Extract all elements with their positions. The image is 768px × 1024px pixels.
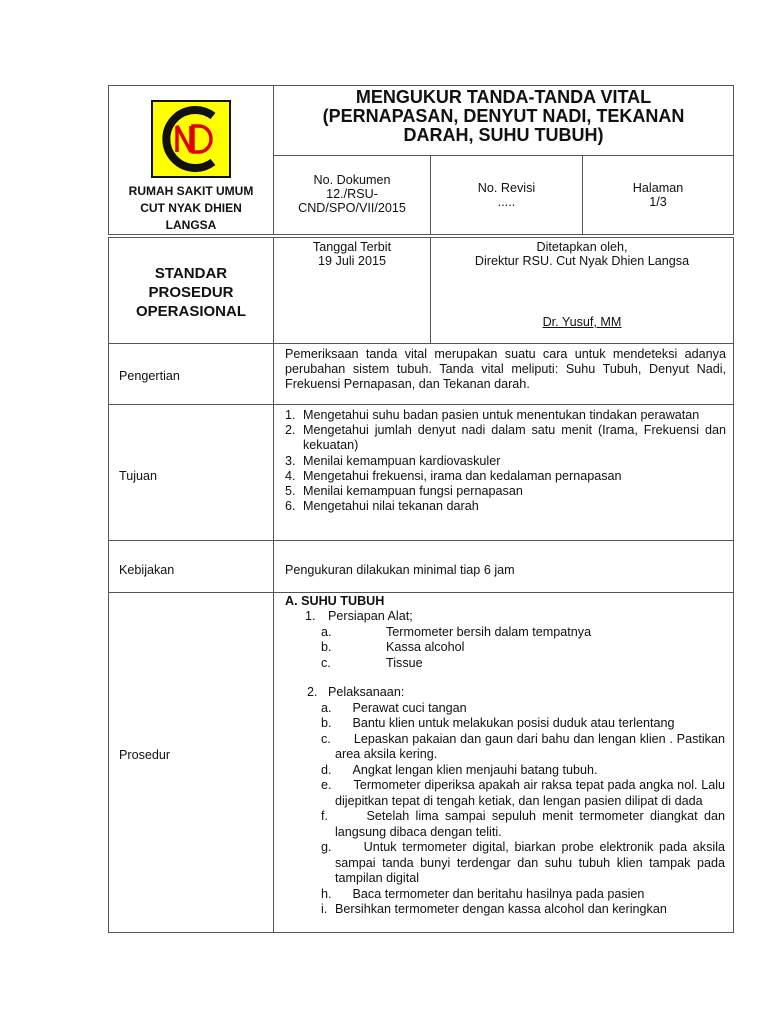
list-item: 5. Menilai kemampuan fungsi pernapasan [285, 484, 523, 499]
item-text: Termometer diperiksa apakah air raksa tepat pada angka nol. Lalu dijepitkan tepat di tengah ketiak, dan lengan pasien dilipat di dada [335, 778, 726, 808]
list-item: a. Perawat cuci tangan [321, 700, 467, 715]
list-item: b. Bantu klien untuk melakukan posisi duduk atau terlentang [321, 716, 675, 730]
document-number-value: 12./RSU- [326, 187, 378, 201]
tujuan-label-cell [108, 404, 274, 541]
list-item: h. Baca termometer dan beritahu hasilnya pada pasien [321, 886, 645, 901]
list-item: c. Lepaskan pakaian dan gaun dari bahu dan lengan klien . Pastikan area aksila kering. [321, 731, 725, 761]
title-line: DARAH, SUHU TUBUH) [403, 125, 604, 145]
item-text: Mengetahui frekuensi, irama dan kedalaman pernapasan [303, 468, 622, 483]
page-cell [582, 155, 734, 235]
hospital-name [109, 183, 273, 234]
hospital-logo [151, 100, 231, 178]
document-number-value: CND/SPO/VII/2015 [298, 201, 406, 215]
approver-title: Direktur RSU. Cut Nyak Dhien Langsa [474, 254, 690, 268]
step-heading: 1. Persiapan Alat; [305, 609, 413, 623]
list-item: 6. Mengetahui nilai tekanan darah [285, 499, 479, 514]
sop-line: PROSEDUR [148, 284, 234, 301]
issue-date-label: Tanggal Terbit [312, 240, 392, 254]
row-label: Kebijakan [119, 563, 175, 577]
pengertian-text: Pemeriksaan tanda vital merupakan suatu cara untuk mendeteksi adanya perubahan sistem tubuh. Tanda vital meliputi: Suhu Tubuh, Denyut Nadi, Frekuensi Pernapasan, dan Tekanan darah. [273, 343, 734, 405]
hospital-cell [108, 85, 274, 235]
list-item: i. Bersihkan termometer dengan kassa alcohol dan keringkan [321, 902, 667, 916]
item-text: Untuk termometer digital, biarkan probe elektronik pada aksila sampai tanda bunyi terdengar dan suhu tubuh klien tampak pada tampilan digital [335, 840, 725, 885]
step-text: Pelaksanaan: [328, 685, 405, 699]
title-line: MENGUKUR TANDA-TANDA VITAL [355, 87, 652, 107]
kebijakan-text: Pengukuran dilakukan minimal tiap 6 jam [273, 540, 734, 593]
step-text: Persiapan Alat; [328, 609, 413, 623]
issue-date-value: 19 Juli 2015 [318, 254, 386, 268]
revision-cell [430, 155, 583, 235]
approval-label: Ditetapkan oleh, [536, 240, 628, 254]
item-text: Mengetahui nilai tekanan darah [303, 499, 479, 514]
sop-line: STANDAR [154, 265, 228, 282]
logo-mark-icon [153, 102, 229, 176]
section-heading: A. SUHU TUBUH [285, 594, 385, 608]
list-item: b. Kassa alcohol [321, 640, 465, 654]
title-line: (PERNAPASAN, DENYUT NADI, TEKANAN [322, 106, 685, 126]
list-item: 2. Mengetahui jumlah denyut nadi dalam satu menit (Irama, Frekuensi dan kekuatan) [285, 423, 726, 453]
item-text: Baca termometer dan beritahu hasilnya pada pasien [352, 886, 645, 901]
item-text: Lepaskan pakaian dan gaun dari bahu dan lengan klien . Pastikan area aksila kering. [335, 731, 725, 761]
list-item: 3. Menilai kemampuan kardiovaskuler [285, 453, 501, 468]
tujuan-list [273, 404, 734, 541]
item-text: Menilai kemampuan kardiovaskuler [303, 453, 501, 468]
list-item: c. Tissue [321, 655, 423, 670]
signer-name: Dr. Yusuf, MM [542, 315, 622, 329]
item-text: Termometer bersih dalam tempatnya [386, 624, 592, 639]
approval-cell [430, 237, 734, 344]
kebijakan-label-cell [108, 540, 274, 593]
row-label: Tujuan [119, 469, 158, 483]
list-item: e. Termometer diperiksa apakah air raksa tepat pada angka nol. Lalu dijepitkan tepat di tengah ketiak, dan lengan pasien dilipat di dada [321, 778, 726, 808]
revision-value: ..... [497, 195, 516, 209]
item-text: Setelah lima sampai sepuluh menit termometer diangkat dan langsung dibaca dengan teliti. [335, 809, 725, 839]
list-item: 1. Mengetahui suhu badan pasien untuk menentukan tindakan perawatan [285, 408, 700, 422]
item-text: Bantu klien untuk melakukan posisi duduk atau terlentang [352, 716, 675, 730]
item-text: Bersihkan termometer dengan kassa alcohol dan keringkan [335, 902, 667, 916]
item-text: Menilai kemampuan fungsi pernapasan [303, 484, 523, 499]
document-number-cell [273, 155, 431, 235]
hospital-line: LANGSA [165, 218, 217, 232]
list-item: g. Untuk termometer digital, biarkan probe elektronik pada aksila sampai tanda bunyi terdengar dan suhu tubuh klien tampak pada tampilan digital [321, 840, 725, 885]
item-text: Mengetahui suhu badan pasien untuk menentukan tindakan perawatan [303, 408, 700, 422]
prosedur-label-cell [108, 592, 274, 933]
list-item: a. Termometer bersih dalam tempatnya [321, 624, 592, 639]
step-heading: 2. Pelaksanaan: [307, 685, 405, 699]
page-label: Halaman [632, 181, 684, 195]
sop-line: OPERASIONAL [135, 303, 246, 320]
sop-label-cell [108, 237, 274, 344]
list-item: f. Setelah lima sampai sepuluh menit termometer diangkat dan langsung dibaca dengan teliti. [321, 809, 725, 839]
document-title [273, 85, 734, 156]
hospital-line: RUMAH SAKIT UMUM [128, 184, 254, 198]
item-text: Mengetahui jumlah denyut nadi dalam satu menit (Irama, Frekuensi dan kekuatan) [303, 423, 726, 453]
item-text: Perawat cuci tangan [352, 700, 467, 715]
document-number-label: No. Dokumen [313, 173, 391, 187]
issue-date-cell [273, 237, 431, 344]
prosedur-content [273, 592, 734, 933]
item-text: Angkat lengan klien menjauhi batang tubuh. [352, 762, 598, 777]
list-item: 4. Mengetahui frekuensi, irama dan kedalaman pernapasan [285, 468, 622, 483]
item-text: Kassa alcohol [386, 640, 465, 654]
list-item: d. Angkat lengan klien menjauhi batang tubuh. [321, 762, 598, 777]
page-value: 1/3 [649, 195, 667, 209]
revision-label: No. Revisi [477, 181, 536, 195]
item-text: Tissue [386, 655, 423, 670]
pengertian-label-cell [108, 343, 274, 405]
row-label: Pengertian [119, 369, 180, 383]
row-label: Prosedur [119, 748, 171, 762]
hospital-line: CUT NYAK DHIEN [140, 201, 242, 215]
